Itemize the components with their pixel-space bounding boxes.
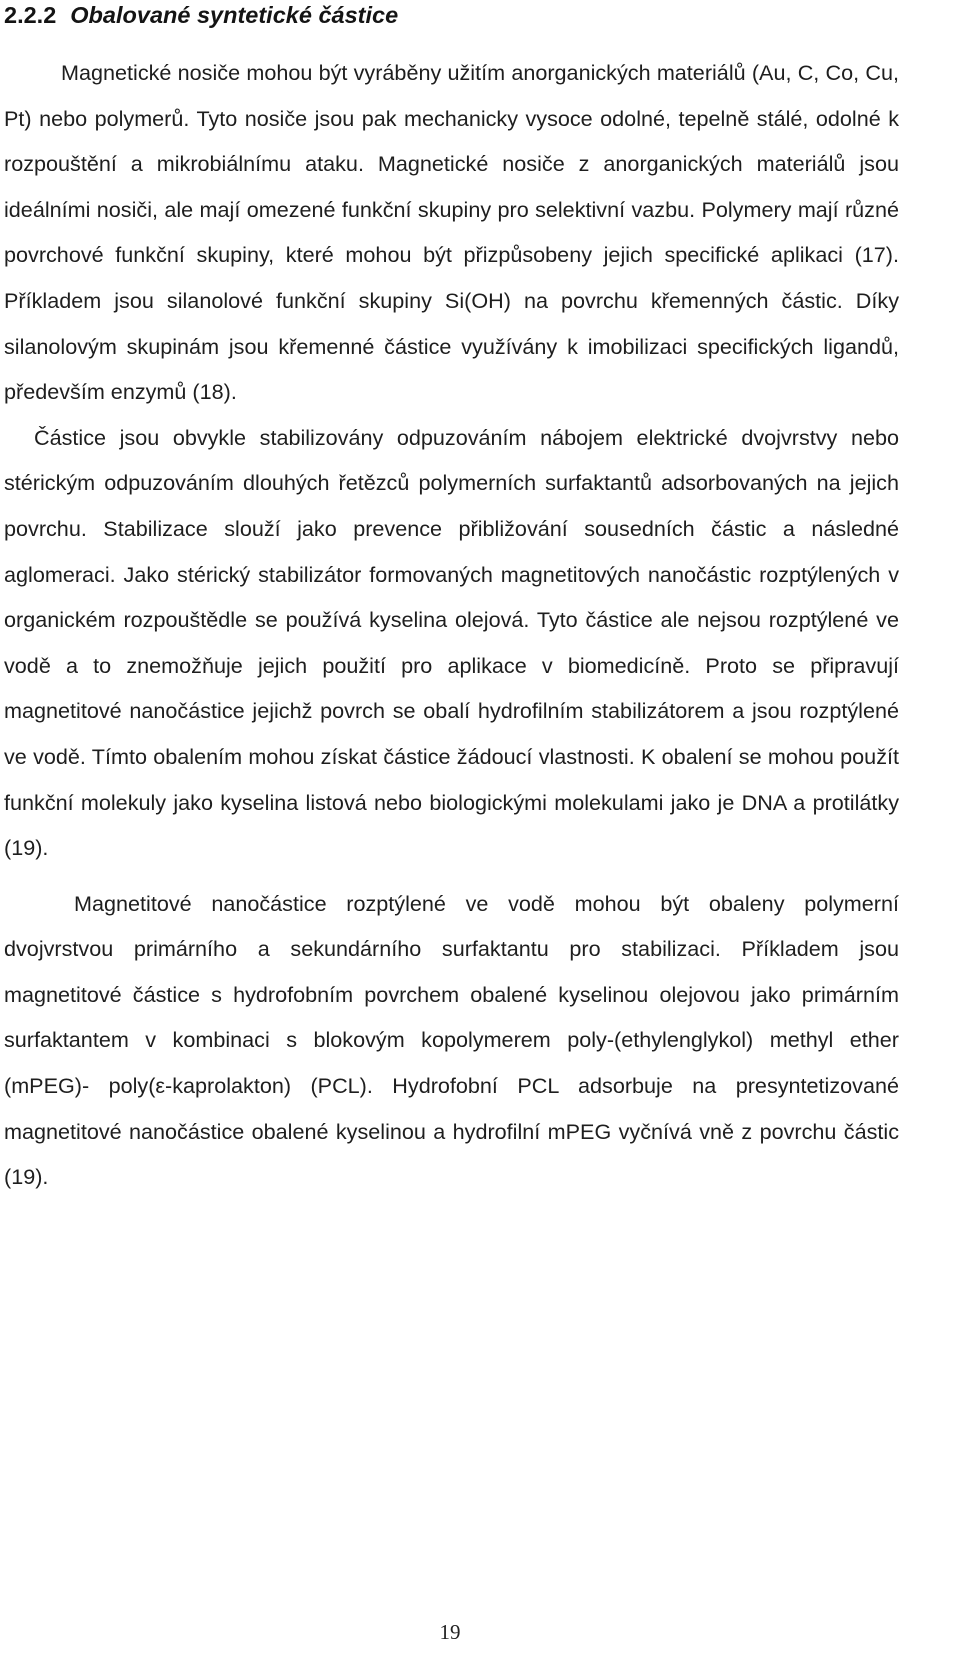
paragraph-bilayer: Magnetitové nanočástice rozptýlené ve vodě mohou být obaleny polymerní dvojvrstvou primárního a sekundárního surfaktantu pro stabilizaci. Příkladem jsou magnetitové částice s hydrofobním povrchem obalené kyselinou olejovou jako primárním surfaktantem v kombinaci s blokovým kopolymerem poly-(ethylenglykol) methyl ether (mPEG)- poly(ε-kaprolakton) (PCL). Hydrofobní PCL adsorbuje na presyntetizované magnetitové nanočástice obalené kyselinou a hydrofilní mPEG vyčnívá vně z povrchu částic (19). [4, 890, 899, 1190]
section-number: 2.2.2 [4, 2, 57, 28]
page-number: 19 [439, 1620, 461, 1644]
section-title: Obalované syntetické částice [70, 2, 399, 28]
paragraph-carriers: Magnetické nosiče mohou být vyráběny užitím anorganických materiálů (Au, C, Co, Cu, Pt) nebo polymerů. Tyto nosiče jsou pak mechanicky vysoce odolné, tepelně stálé, odolné k rozpouštění a mikrobiálnímu ataku. Magnetické nosiče z anorganických materiálů jsou ideálními nosiči, ale mají omezené funkční skupiny pro selektivní vazbu. Polymery mají různé povrchové funkční skupiny, které mohou být přizpůsobeny jejich specifické aplikaci (17). Příkladem jsou silanolové funkční skupiny Si(OH) na povrchu křemenných částic. Díky silanolovým skupinám jsou křemenné částice využívány k imobilizaci specifických ligandů, především enzymů (18). [4, 60, 899, 405]
paragraph-stabilization: Částice jsou obvykle stabilizovány odpuzováním nábojem elektrické dvojvrstvy nebo stérickým odpuzováním dlouhých řetězců polymerních surfaktantů adsorbovaných na jejich povrchu. Stabilizace slouží jako prevence přibližování sousedních částic a následné aglomeraci. Jako stérický stabilizátor formovaných magnetitových nanočástic rozptýlených v organickém rozpouštědle se používá kyselina olejová. Tyto částice ale nejsou rozptýlené ve vodě a to znemožňuje jejich použití pro aplikace v biomedicíně. Proto se připravují magnetitové nanočástice jejichž povrch se obalí hydrofilním stabilizátorem a jsou rozptýlené ve vodě. Tímto obalením mohou získat částice žádoucí vlastnosti. K obalení se mohou použít funkční molekuly jako kyselina listová nebo biologickými molekulami jako je DNA a protilátky (19). [4, 424, 899, 861]
document-page [4, 0, 899, 1200]
section-heading [4, 0, 899, 30]
